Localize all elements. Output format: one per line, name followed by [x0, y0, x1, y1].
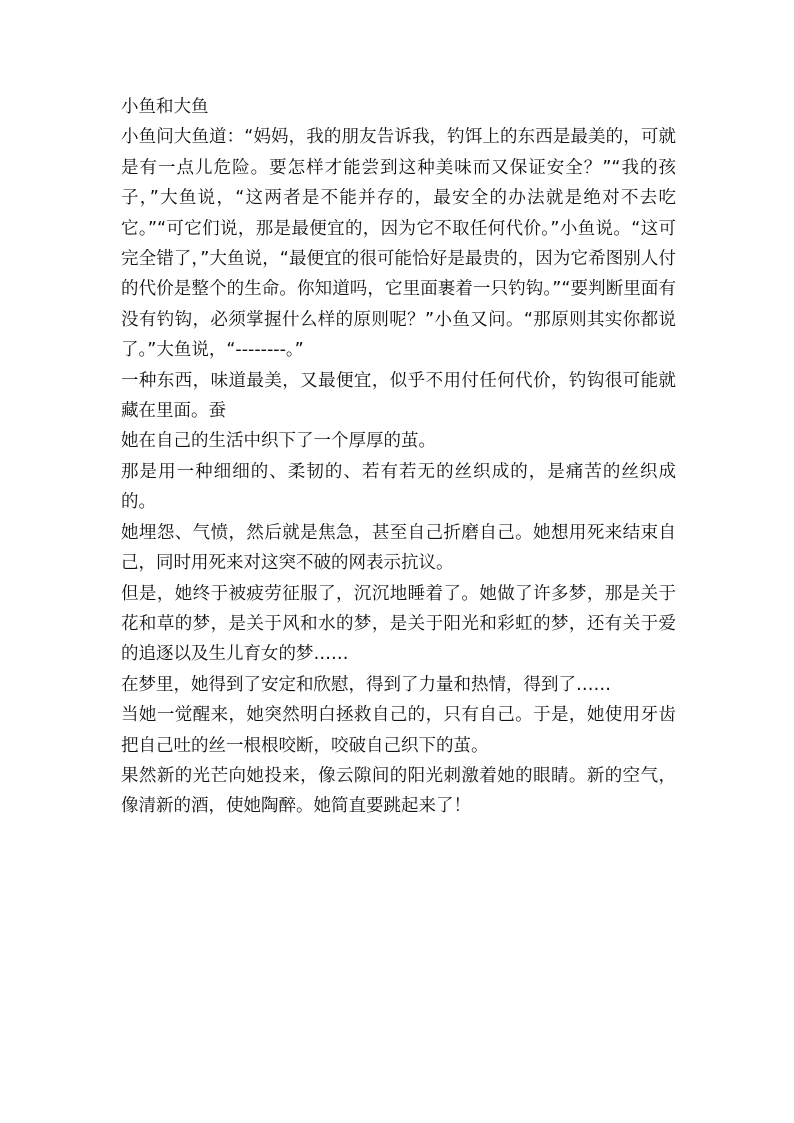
paragraph: 果然新的光芒向她投来，像云隙间的阳光刺激着她的眼睛。新的空气，像清新的酒，使她陶醉。她简直要跳起来了！ [121, 765, 676, 817]
paragraph: 一种东西，味道最美，又最便宜，似乎不用付任何代价，钓钩很可能就藏在里面。蚕 [121, 370, 676, 422]
paragraph: 但是，她终于被疲劳征服了，沉沉地睡着了。她做了许多梦，那是关于花和草的梦，是关于风和水的梦，是关于阳光和彩虹的梦，还有关于爱的追逐以及生儿育女的梦…… [121, 583, 676, 665]
paragraph: 当她一觉醒来，她突然明白拯救自己的，只有自己。于是，她使用牙齿把自己吐的丝一根根咬断，咬破自己织下的茧。 [121, 705, 676, 756]
paragraph: 她在自己的生活中织下了一个厚厚的茧。 [121, 431, 436, 452]
paragraph: 那是用一种细细的、柔韧的、若有若无的丝织成的，是痛苦的丝织成的。 [121, 461, 676, 513]
paragraph: 她埋怨、气愤，然后就是焦急，甚至自己折磨自己。她想用死来结束自己，同时用死来对这突不破的网表示抗议。 [121, 522, 676, 574]
paragraph: 在梦里，她得到了安定和欣慰，得到了力量和热情，得到了…… [121, 674, 611, 695]
document-title: 小鱼和大鱼 [121, 97, 209, 117]
paragraph: 小鱼问大鱼道：“妈妈，我的朋友告诉我，钓饵上的东西是最美的，可就是有一点儿危险。要怎样才能尝到这种美味而又保证安全？”“我的孩子，”大鱼说，“这两者是不能并存的，最安全的办法就是绝对不去吃它。”“可它们说，那是最便宜的，因为它不取任何代价。”小鱼说。“这可完全错了，”大鱼说，“最便宜的很可能恰好是最贵的，因为它希图别人付的代价是整个的生命。你知道吗，它里面裹着一只钓钩。”“要判断里面有没有钓钩，必须掌握什么样的原则呢？”小鱼又问。“那原则其实你都说了。”大鱼说，“--------。” [121, 127, 676, 361]
document-body [121, 92, 676, 822]
